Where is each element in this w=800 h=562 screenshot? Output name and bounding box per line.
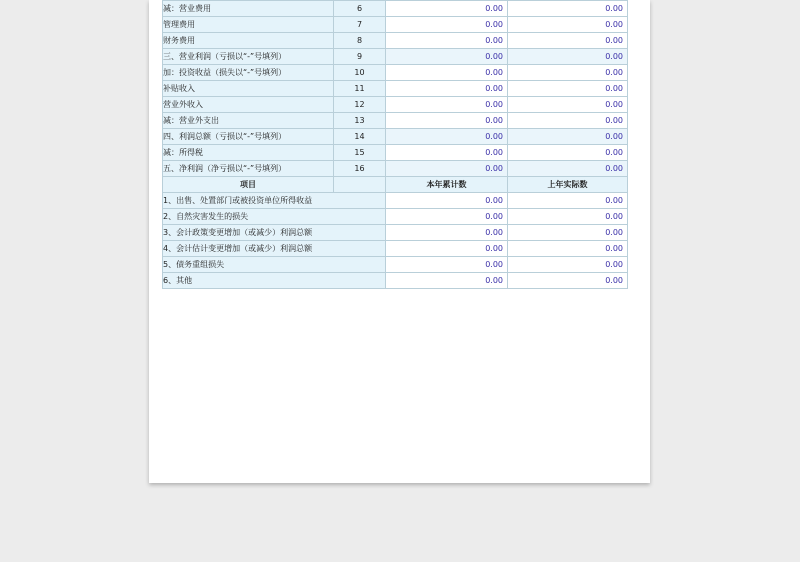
current-year-cell[interactable]: 0.00: [386, 81, 508, 97]
row-number: 7: [334, 17, 386, 33]
prior-year-cell[interactable]: 0.00: [508, 241, 628, 257]
row-number: 6: [334, 1, 386, 17]
row-number: 13: [334, 113, 386, 129]
current-year-cell[interactable]: 0.00: [386, 129, 508, 145]
row-number: 12: [334, 97, 386, 113]
current-year-cell[interactable]: 0.00: [386, 145, 508, 161]
prior-year-cell[interactable]: 0.00: [508, 193, 628, 209]
header-item: 项目: [163, 177, 334, 193]
table-row: [163, 225, 628, 241]
table-row: [163, 193, 628, 209]
current-year-cell[interactable]: 0.00: [386, 225, 508, 241]
row-label: 2、自然灾害发生的损失: [163, 209, 386, 225]
prior-year-cell[interactable]: 0.00: [508, 17, 628, 33]
prior-year-cell[interactable]: 0.00: [508, 209, 628, 225]
row-label: 管理费用: [163, 17, 334, 33]
current-year-cell[interactable]: 0.00: [386, 273, 508, 289]
table-row: [163, 17, 628, 33]
current-year-cell[interactable]: 0.00: [386, 257, 508, 273]
row-label: 三、营业利润（亏损以“-”号填列）: [163, 49, 334, 65]
row-label: 五、净利润（净亏损以“-”号填列）: [163, 161, 334, 177]
prior-year-cell[interactable]: 0.00: [508, 97, 628, 113]
prior-year-cell[interactable]: 0.00: [508, 145, 628, 161]
current-year-cell[interactable]: 0.00: [386, 113, 508, 129]
row-label: 3、会计政策变更增加（或减少）利润总额: [163, 225, 386, 241]
current-year-cell[interactable]: 0.00: [386, 161, 508, 177]
income-statement-table: [162, 0, 628, 289]
prior-year-cell[interactable]: 0.00: [508, 49, 628, 65]
current-year-cell[interactable]: 0.00: [386, 65, 508, 81]
prior-year-cell[interactable]: 0.00: [508, 225, 628, 241]
table-row: [163, 241, 628, 257]
row-number: 8: [334, 33, 386, 49]
row-number: 10: [334, 65, 386, 81]
row-number: 11: [334, 81, 386, 97]
table-row: [163, 33, 628, 49]
row-label: 减：营业外支出: [163, 113, 334, 129]
row-number: 16: [334, 161, 386, 177]
row-label: 4、会计估计变更增加（或减少）利润总额: [163, 241, 386, 257]
row-label: 营业外收入: [163, 97, 334, 113]
table-row: [163, 49, 628, 65]
prior-year-cell[interactable]: 0.00: [508, 161, 628, 177]
prior-year-cell[interactable]: 0.00: [508, 33, 628, 49]
current-year-cell[interactable]: 0.00: [386, 193, 508, 209]
row-label: 减：营业费用: [163, 1, 334, 17]
current-year-cell[interactable]: 0.00: [386, 241, 508, 257]
current-year-cell[interactable]: 0.00: [386, 1, 508, 17]
prior-year-cell[interactable]: 0.00: [508, 257, 628, 273]
table-row: [163, 81, 628, 97]
prior-year-cell[interactable]: 0.00: [508, 1, 628, 17]
table-row: [163, 129, 628, 145]
row-label: 5、债务重组损失: [163, 257, 386, 273]
row-label: 6、其他: [163, 273, 386, 289]
header-prior-year: 上年实际数: [508, 177, 628, 193]
table-row: [163, 273, 628, 289]
row-number: 14: [334, 129, 386, 145]
prior-year-cell[interactable]: 0.00: [508, 273, 628, 289]
table-row: [163, 97, 628, 113]
supplement-header-row: [163, 177, 628, 193]
row-label: 财务费用: [163, 33, 334, 49]
header-current-year: 本年累计数: [386, 177, 508, 193]
table-row: [163, 161, 628, 177]
table-row: [163, 1, 628, 17]
table-row: [163, 113, 628, 129]
row-label: 减：所得税: [163, 145, 334, 161]
header-blank: [334, 177, 386, 193]
table-row: [163, 65, 628, 81]
current-year-cell[interactable]: 0.00: [386, 49, 508, 65]
current-year-cell[interactable]: 0.00: [386, 33, 508, 49]
table-row: [163, 209, 628, 225]
current-year-cell[interactable]: 0.00: [386, 97, 508, 113]
prior-year-cell[interactable]: 0.00: [508, 129, 628, 145]
prior-year-cell[interactable]: 0.00: [508, 65, 628, 81]
prior-year-cell[interactable]: 0.00: [508, 81, 628, 97]
row-label: 加：投资收益（损失以“-”号填列）: [163, 65, 334, 81]
row-number: 9: [334, 49, 386, 65]
table-row: [163, 145, 628, 161]
row-label: 1、出售、处置部门或被投资单位所得收益: [163, 193, 386, 209]
current-year-cell[interactable]: 0.00: [386, 209, 508, 225]
row-label: 补贴收入: [163, 81, 334, 97]
current-year-cell[interactable]: 0.00: [386, 17, 508, 33]
table-row: [163, 257, 628, 273]
row-label: 四、利润总额（亏损以“-”号填列）: [163, 129, 334, 145]
prior-year-cell[interactable]: 0.00: [508, 113, 628, 129]
row-number: 15: [334, 145, 386, 161]
